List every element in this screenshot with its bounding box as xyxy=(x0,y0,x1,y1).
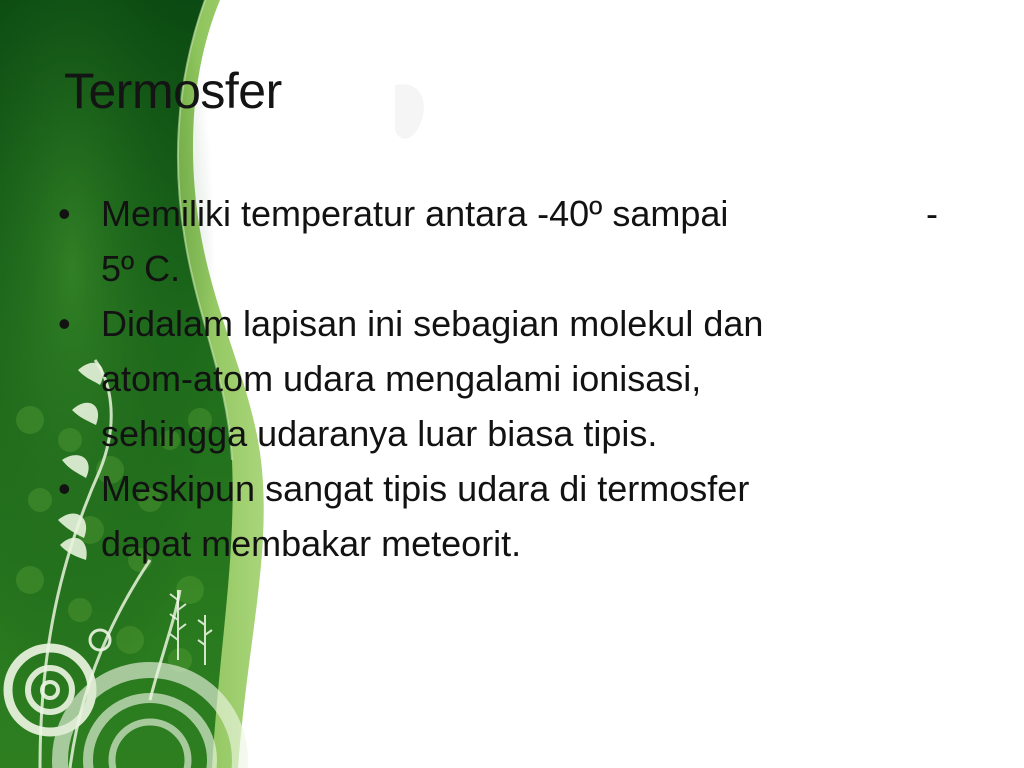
bullet-line-right: - xyxy=(926,193,938,234)
bullet-item xyxy=(58,296,958,461)
bullet-line: Didalam lapisan ini sebagian molekul dan xyxy=(101,303,764,344)
bullet-item xyxy=(58,461,958,571)
bullet-line: 5º C. xyxy=(101,248,181,289)
bullet-line xyxy=(101,186,938,241)
bullet-line: Meskipun sangat tipis udara di termosfer xyxy=(101,468,750,509)
bullet-list xyxy=(58,186,958,571)
bullet-dot-icon: • xyxy=(58,468,71,509)
bullet-line: dapat membakar meteorit. xyxy=(101,523,522,564)
slide-title: Termosfer xyxy=(64,63,282,119)
bullet-text xyxy=(101,461,958,571)
bullet-line-left: Memiliki temperatur antara -40º sampai xyxy=(101,193,729,234)
bullet-text xyxy=(101,296,958,461)
bullet-dot-icon: • xyxy=(58,193,71,234)
bullet-line: atom-atom udara mengalami ionisasi, xyxy=(101,358,702,399)
bullet-text xyxy=(101,186,958,296)
bullet-dot-icon: • xyxy=(58,303,71,344)
bullet-item xyxy=(58,186,958,296)
bullet-line: sehingga udaranya luar biasa tipis. xyxy=(101,413,658,454)
